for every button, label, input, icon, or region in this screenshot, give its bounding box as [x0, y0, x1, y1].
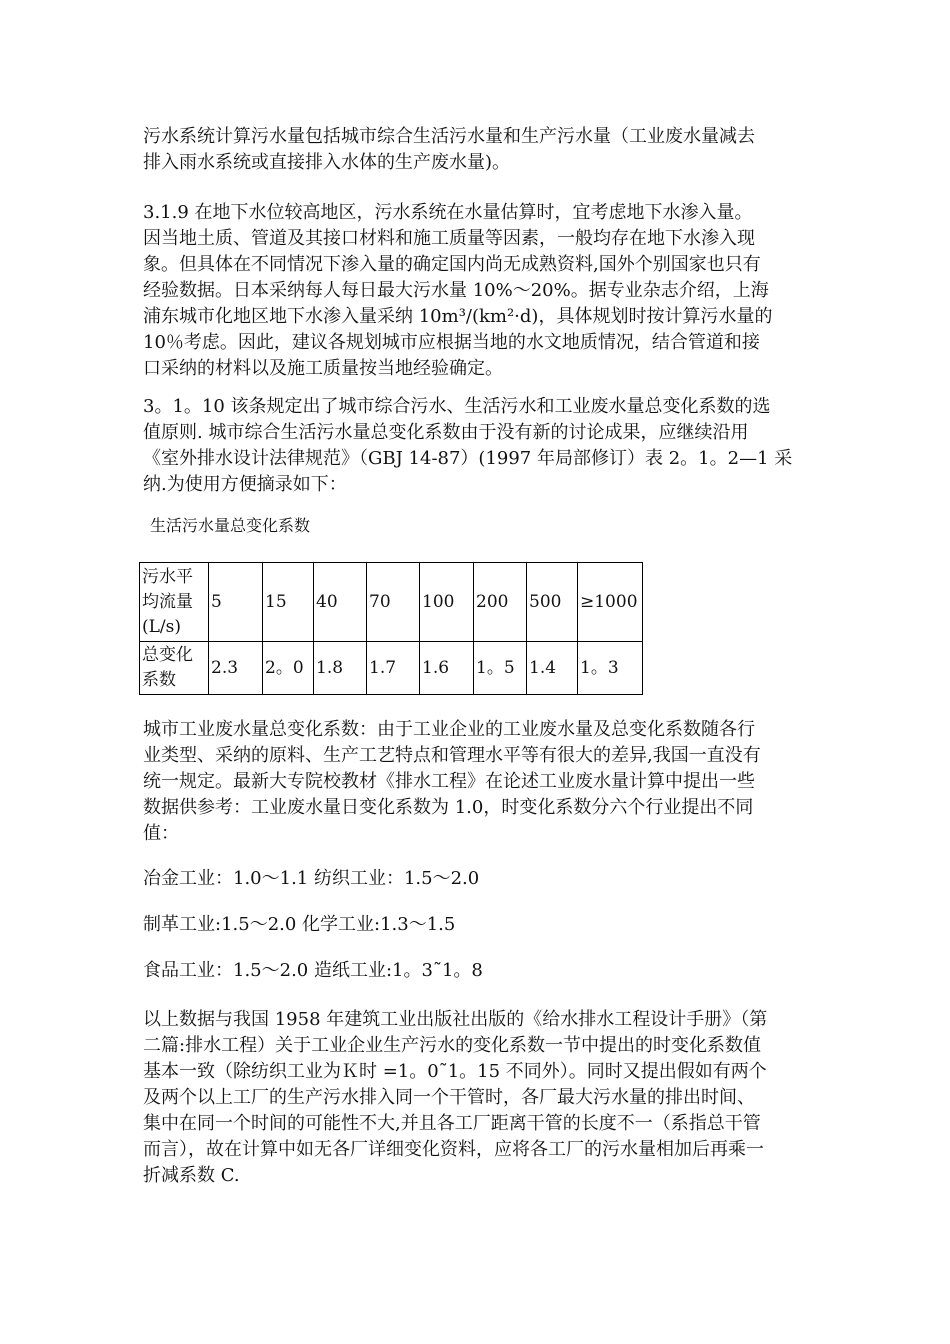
- text-line: 《室外排水设计法律规范》（GBJ 14-87）(1997 年局部修订）表 2。1。2—1 采: [143, 448, 793, 469]
- text-line: 纳.为使用方便摘录如下：: [143, 474, 347, 495]
- paragraph-3-1-10: [143, 394, 815, 498]
- text-line: 城市工业废水量总变化系数：由于工业企业的工业废水量及总变化系数随各行: [143, 719, 755, 740]
- table-cell: 500: [527, 563, 578, 642]
- table-cell: 1.7: [367, 642, 420, 695]
- flow-header-cell: [140, 563, 209, 642]
- table-cell: 5: [209, 563, 263, 642]
- table-cell: 1.4: [527, 642, 578, 695]
- text-line: 因当地土质、管道及其接口材料和施工质量等因素，一般均存在地下水渗入现: [143, 228, 755, 249]
- text-line: 3。1。10 该条规定出了城市综合污水、生活污水和工业废水量总变化系数的选: [143, 396, 771, 417]
- text-line: 冶金工业：1.0～1.1 纺织工业：1.5～2.0: [143, 868, 480, 889]
- paragraph-metallurgy-textile: [143, 866, 815, 892]
- table-cell: 15: [263, 563, 314, 642]
- text-line: 食品工业：1.5～2.0 造纸工业:1。3˜1。8: [143, 960, 483, 981]
- text-line: 及两个以上工厂的生产污水排入同一个干管时，各厂最大污水量的排出时间、: [143, 1087, 755, 1108]
- text-line: 集中在同一个时间的可能性不大,并且各工厂距离干管的长度不一（系指总干管: [143, 1113, 761, 1134]
- table-cell: ≥1000: [578, 563, 643, 642]
- header-text: (L/s): [142, 616, 182, 637]
- text-line: 10％考虑。因此，建议各规划城市应根据当地的水文地质情况，结合管道和接: [143, 332, 760, 353]
- text-line: 象。但具体在不同情况下渗入量的确定国内尚无成熟资料,国外个别国家也只有: [143, 254, 761, 275]
- text-line: 值原则. 城市综合生活污水量总变化系数由于没有新的讨论成果，应继续沿用: [143, 422, 749, 443]
- table-cell: 200: [474, 563, 527, 642]
- header-text: 系数: [142, 670, 176, 690]
- text-line: 排入雨水系统或直接排入水体的生产废水量)。: [143, 152, 511, 173]
- text-line: 浦东城市化地区地下水渗入量采纳 10m³/(km²·d)，具体规划时按计算污水量的: [143, 306, 773, 327]
- text-line: 经验数据。日本采纳每人每日最大污水量 10%～20%。据专业杂志介绍，上海: [143, 280, 769, 301]
- table-row-flow: [140, 563, 643, 642]
- text-line: 以上数据与我国 1958 年建筑工业出版社出版的《给水排水工程设计手册》（第: [143, 1009, 768, 1030]
- text-line: 数据供参考：工业废水量日变化系数为 1.0，时变化系数分六个行业提出不同: [143, 797, 754, 818]
- text-line: 口采纳的材料以及施工质量按当地经验确定。: [143, 358, 503, 379]
- text-line: 业类型、采纳的原料、生产工艺特点和管理水平等有很大的差异,我国一直没有: [143, 745, 761, 766]
- text-line: 基本一致（除纺织工业为Ｋ时 =1。0˜1。15 不同外）。同时又提出假如有两个: [143, 1061, 767, 1082]
- table-cell: 2.3: [209, 642, 263, 695]
- paragraph-sewage-volume: [143, 124, 815, 176]
- table-cell: 1。5: [474, 642, 527, 695]
- table-cell: 100: [420, 563, 474, 642]
- table-cell: 2。0: [263, 642, 314, 695]
- header-text: 污水平: [142, 566, 193, 587]
- table-caption: 生活污水量总变化系数: [150, 516, 311, 535]
- paragraph-1958-manual: [143, 1007, 815, 1189]
- coefficient-table: [139, 562, 643, 695]
- table-row-coefficient: [140, 642, 643, 695]
- text-line: 值：: [143, 823, 179, 844]
- table-cell: 1.6: [420, 642, 474, 695]
- text-line: 统一规定。最新大专院校教材《排水工程》在论述工业废水量计算中提出一些: [143, 771, 755, 792]
- text-line: 而言），故在计算中如无各厂详细变化资料，应将各工厂的污水量相加后再乘一: [143, 1139, 764, 1160]
- table-cell: 1.8: [314, 642, 367, 695]
- text-line: 折减系数 C.: [143, 1165, 240, 1186]
- paragraph-leather-chemical: [143, 912, 815, 938]
- text-line: 二篇:排水工程）关于工业企业生产污水的变化系数一节中提出的时变化系数值: [143, 1035, 762, 1056]
- table-cell: 1。3: [578, 642, 643, 695]
- table-cell: 70: [367, 563, 420, 642]
- coefficient-header-cell: [140, 642, 209, 695]
- table-cell: 40: [314, 563, 367, 642]
- paragraph-food-paper: [143, 958, 815, 984]
- text-line: 污水系统计算污水量包括城市综合生活污水量和生产污水量（工业废水量减去: [143, 126, 755, 147]
- paragraph-3-1-9: [143, 200, 815, 382]
- text-line: 3.1.9 在地下水位较高地区，污水系统在水量估算时，宜考虑地下水渗入量。: [143, 202, 753, 223]
- paragraph-industrial-coefficient: [143, 717, 815, 847]
- header-text: 均流量: [142, 591, 193, 612]
- header-text: 总变化: [142, 645, 193, 665]
- text-line: 制革工业:1.5～2.0 化学工业:1.3～1.5: [143, 914, 456, 935]
